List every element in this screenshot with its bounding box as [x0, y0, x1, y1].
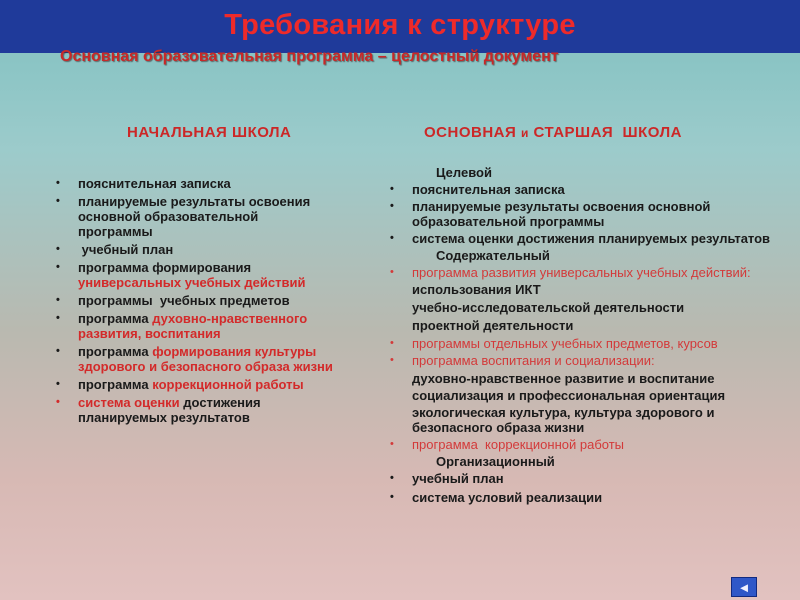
list-item: • система условий реализации [390, 490, 603, 505]
list-item: • учебный план [56, 242, 174, 257]
list-item: • программа формирования культуры здорового и безопасного образа жизни [56, 344, 333, 374]
list-item: • пояснительная записка [56, 176, 231, 191]
left-column-heading: НАЧАЛЬНАЯ ШКОЛА [127, 124, 292, 141]
left-list [56, 176, 398, 425]
list-item: • программа формирования универсальных учебных действий [56, 260, 306, 290]
list-item: • программа воспитания и социализации: [390, 353, 655, 368]
right-column-heading: ОСНОВНАЯ и СТАРШАЯ ШКОЛА [424, 124, 682, 141]
slide-subtitle: Основная образовательная программа – целостный документ [60, 48, 559, 65]
list-item: • система оценки достижения планируемых результатов [56, 395, 261, 425]
sub-item: экологическая культура, культура здорового и безопасного образа жизни [412, 405, 715, 435]
right-list [390, 165, 797, 505]
back-arrow-button[interactable] [731, 577, 757, 597]
sub-item: использования ИКТ [412, 282, 541, 297]
section-org: Организационный [436, 454, 555, 469]
list-item: • система оценки достижения планируемых результатов [390, 231, 771, 246]
sub-item: учебно-исследовательской деятельности [412, 300, 685, 315]
arrow-left-icon: ◄ [737, 579, 751, 595]
list-item: • программа коррекционной работы [56, 377, 304, 392]
list-item: • планируемые результаты освоения основной образовательной программы [56, 194, 311, 239]
sub-item: духовно-нравственное развитие и воспитание [412, 371, 715, 386]
list-item: • программы отдельных учебных предметов, курсов [390, 336, 718, 351]
slide-title: Требования к структуре [224, 9, 576, 41]
list-item: • учебный план [390, 471, 504, 486]
list-item: • пояснительная записка [390, 182, 565, 197]
section-content: Содержательный [436, 248, 550, 263]
section-target: Целевой [436, 165, 492, 180]
list-item: • программа коррекционной работы [390, 437, 625, 452]
list-item: • программа развития универсальных учебных действий: [390, 265, 751, 280]
list-item: • программы учебных предметов [56, 293, 290, 308]
sub-item: проектной деятельности [412, 318, 574, 333]
list-item: • программа духовно-нравственного развития, воспитания [56, 311, 308, 341]
sub-item: социализация и профессиональная ориентация [412, 388, 726, 403]
list-item: • планируемые результаты освоения основной образовательной программы [390, 199, 711, 229]
